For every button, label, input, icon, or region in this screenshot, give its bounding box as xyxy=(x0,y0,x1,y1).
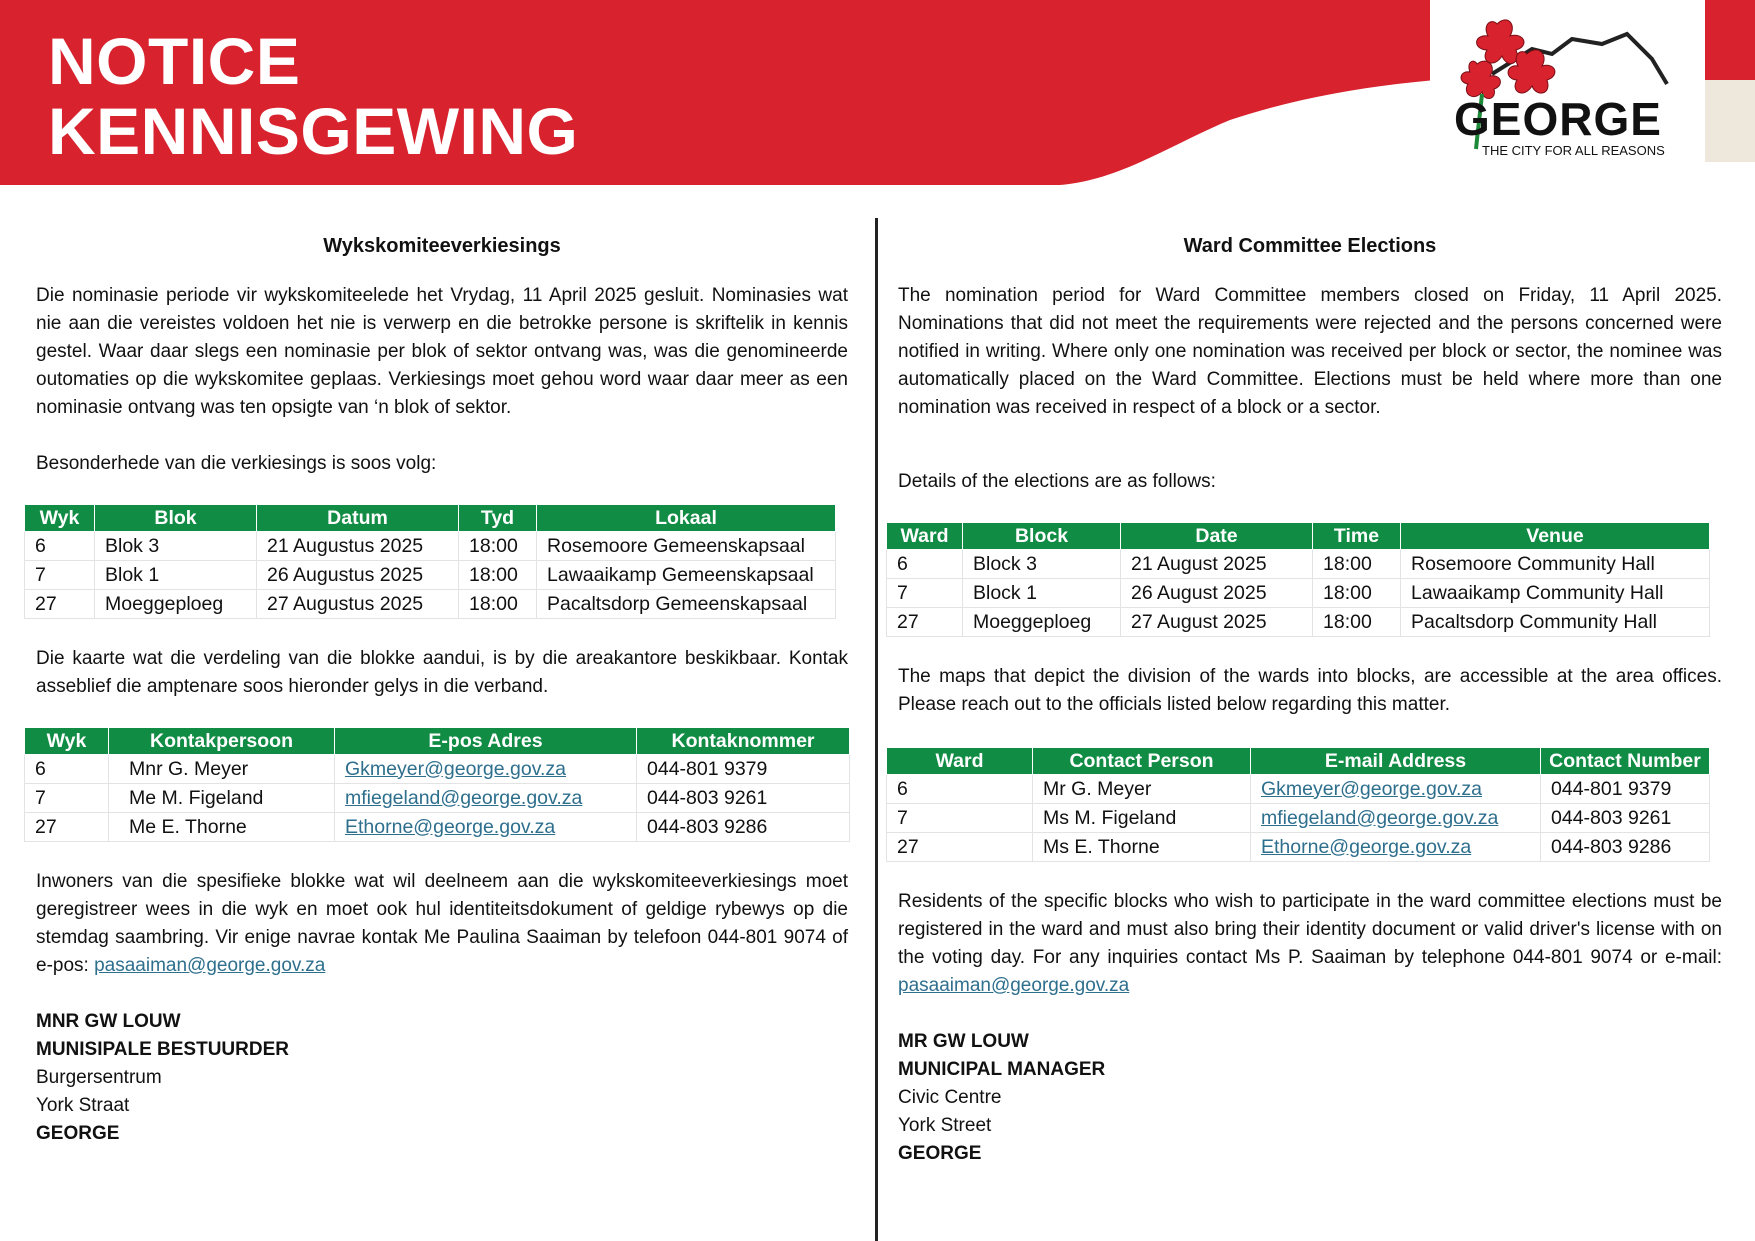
header-banner xyxy=(0,0,1755,185)
table-row xyxy=(887,550,1710,579)
table-cell xyxy=(335,813,637,842)
signatory-name: MNR GW LOUW xyxy=(36,1011,181,1032)
table-cell: 21 Augustus 2025 xyxy=(257,532,459,561)
table-cell: Rosemoore Community Hall xyxy=(1401,550,1710,579)
table-cell: 044-803 9286 xyxy=(1541,833,1710,862)
table-header: Tyd xyxy=(459,505,537,532)
english-contacts-table xyxy=(886,747,1710,862)
table-header: Ward xyxy=(887,748,1033,775)
english-column xyxy=(898,228,1722,1168)
table-row xyxy=(887,775,1710,804)
table-row xyxy=(887,608,1710,637)
table-cell: 27 August 2025 xyxy=(1121,608,1313,637)
table-row xyxy=(25,590,836,619)
table-cell: Block 3 xyxy=(963,550,1121,579)
signatory-name: MR GW LOUW xyxy=(898,1031,1029,1052)
signatory-position: MUNICIPAL MANAGER xyxy=(898,1059,1106,1080)
email-link[interactable]: Ethorne@george.gov.za xyxy=(1261,835,1472,858)
contact-email-link[interactable]: pasaaiman@george.gov.za xyxy=(94,955,326,976)
table-cell: 18:00 xyxy=(459,532,537,561)
english-residents-text xyxy=(898,888,1722,1000)
table-row xyxy=(887,804,1710,833)
table-cell: Mr G. Meyer xyxy=(1033,775,1251,804)
table-cell: 27 xyxy=(25,813,109,842)
table-cell: Rosemoore Gemeenskapsaal xyxy=(537,532,836,561)
table-cell: Pacaltsdorp Gemeenskapsaal xyxy=(537,590,836,619)
table-cell: 7 xyxy=(25,784,109,813)
table-header: Contact Number xyxy=(1541,748,1710,775)
table-cell: Block 1 xyxy=(963,579,1121,608)
table-cell: Ms M. Figeland xyxy=(1033,804,1251,833)
address-line: York Street xyxy=(898,1115,992,1136)
address-line: Civic Centre xyxy=(898,1087,1002,1108)
table-header: Block xyxy=(963,523,1121,550)
table-header: Wyk xyxy=(25,505,95,532)
title-line-afrikaans: KENNISGEWING xyxy=(48,94,579,168)
table-cell: 27 xyxy=(887,608,963,637)
english-details-intro: Details of the elections are as follows: xyxy=(898,471,1216,492)
table-cell: Lawaaikamp Gemeenskapsaal xyxy=(537,561,836,590)
table-header: E-mail Address xyxy=(1251,748,1541,775)
table-cell: 26 Augustus 2025 xyxy=(257,561,459,590)
logo-wordmark: GEORGE xyxy=(1454,93,1662,145)
title-line-english: NOTICE xyxy=(48,24,301,98)
afrikaans-heading: Wykskomiteeverkiesings xyxy=(323,235,561,257)
table-row xyxy=(25,813,850,842)
table-cell: Blok 1 xyxy=(95,561,257,590)
table-cell: 6 xyxy=(25,755,109,784)
english-signature xyxy=(898,1028,1722,1168)
table-header: E-pos Adres xyxy=(335,728,637,755)
afrikaans-intro: Die nominasie periode vir wykskomiteelede het Vrydag, 11 April 2025 gesluit. Nominasies wat nie aan die vereistes voldoen het nie is verwerp en die betrokke persone is skriftelik in kennis gestel. Waar daar slegs een nominasie per blok of sektor ontvang was, was die genomineerde outomaties op die wykskomitee geplaas. Verkiesings moet gehou word waar daar meer as een nominasie ontvang was ten opsigte van ‘n blok of sektor. xyxy=(36,285,848,418)
afrikaans-contacts-table xyxy=(24,727,850,842)
afrikaans-elections-table xyxy=(24,504,836,619)
table-row xyxy=(25,561,836,590)
email-link[interactable]: Gkmeyer@george.gov.za xyxy=(1261,777,1483,800)
table-cell: 044-803 9261 xyxy=(1541,804,1710,833)
table-cell: Moeggeploeg xyxy=(963,608,1121,637)
table-cell: 6 xyxy=(887,775,1033,804)
logo-tagline: THE CITY FOR ALL REASONS xyxy=(1482,143,1665,158)
table-cell: Blok 3 xyxy=(95,532,257,561)
afrikaans-column xyxy=(36,228,848,1148)
english-maps-text: The maps that depict the division of the wards into blocks, are accessible at the area offices. Please reach out to the officials listed below regarding this matter. xyxy=(898,666,1722,715)
table-cell: 044-801 9379 xyxy=(1541,775,1710,804)
table-cell: 044-801 9379 xyxy=(637,755,850,784)
english-elections-table xyxy=(886,522,1710,637)
afrikaans-signature xyxy=(36,1008,848,1148)
table-cell: Me M. Figeland xyxy=(109,784,335,813)
table-header: Kontaknommer xyxy=(637,728,850,755)
table-cell: 18:00 xyxy=(459,590,537,619)
table-cell: Me E. Thorne xyxy=(109,813,335,842)
afrikaans-residents-text xyxy=(36,868,848,980)
table-cell xyxy=(335,784,637,813)
column-divider xyxy=(875,218,878,1241)
english-heading: Ward Committee Elections xyxy=(1183,235,1437,257)
signatory-position: MUNISIPALE BESTUURDER xyxy=(36,1039,289,1060)
table-row xyxy=(25,755,850,784)
table-cell: Pacaltsdorp Community Hall xyxy=(1401,608,1710,637)
english-intro: The nomination period for Ward Committee members closed on Friday, 11 April 2025. Nominations that did not meet the requirements were rejected and the persons concerned were notified in writing. Where only one nomination was received per block or sector, the nominee was automatically placed on the Ward Committee. Elections must be held where more than one nomination was received in respect of a block or a sector. xyxy=(898,285,1722,418)
residents-text: Inwoners van die spesifieke blokke wat wil deelneem aan die wykskomiteeverkiesings moet geregistreer wees in die wyk en moet ook hul identiteitsdokument of geldige rybewys op die stemdag saambring. Vir enige navrae kontak Me Paulina Saaiman by telefoon 044-801 9074 of e-pos: xyxy=(36,871,848,976)
email-link[interactable]: mfiegeland@george.gov.za xyxy=(1261,806,1499,829)
table-cell: 18:00 xyxy=(1313,579,1401,608)
table-cell: 6 xyxy=(887,550,963,579)
table-cell: 044-803 9261 xyxy=(637,784,850,813)
table-cell: Ms E. Thorne xyxy=(1033,833,1251,862)
table-cell: Moeggeploeg xyxy=(95,590,257,619)
table-header: Time xyxy=(1313,523,1401,550)
table-cell: 27 Augustus 2025 xyxy=(257,590,459,619)
table-header: Date xyxy=(1121,523,1313,550)
table-header: Ward xyxy=(887,523,963,550)
table-cell xyxy=(1251,833,1541,862)
table-cell: 7 xyxy=(887,804,1033,833)
table-row xyxy=(887,833,1710,862)
table-cell: 27 xyxy=(25,590,95,619)
table-cell: 044-803 9286 xyxy=(637,813,850,842)
address-line: Burgersentrum xyxy=(36,1067,162,1088)
table-header: Wyk xyxy=(25,728,109,755)
table-cell: 18:00 xyxy=(1313,608,1401,637)
table-header: Venue xyxy=(1401,523,1710,550)
table-cell: Lawaaikamp Community Hall xyxy=(1401,579,1710,608)
table-header: Contact Person xyxy=(1033,748,1251,775)
address-city: GEORGE xyxy=(898,1143,982,1164)
table-header: Datum xyxy=(257,505,459,532)
table-header: Blok xyxy=(95,505,257,532)
table-cell: 7 xyxy=(25,561,95,590)
address-city: GEORGE xyxy=(36,1123,120,1144)
table-row xyxy=(25,532,836,561)
table-cell: 27 xyxy=(887,833,1033,862)
table-cell: 18:00 xyxy=(459,561,537,590)
email-link[interactable]: Gkmeyer@george.gov.za xyxy=(345,757,567,780)
george-logo xyxy=(1452,14,1692,164)
table-cell xyxy=(1251,804,1541,833)
table-header: Lokaal xyxy=(537,505,836,532)
table-row xyxy=(887,579,1710,608)
table-cell: 7 xyxy=(887,579,963,608)
notice-title xyxy=(48,26,578,166)
email-link[interactable]: Ethorne@george.gov.za xyxy=(345,815,556,838)
table-cell: 18:00 xyxy=(1313,550,1401,579)
email-link[interactable]: mfiegeland@george.gov.za xyxy=(345,786,583,809)
table-cell: 26 August 2025 xyxy=(1121,579,1313,608)
residents-text: Residents of the specific blocks who wish to participate in the ward committee elections must be registered in the ward and must also bring their identity document or valid driver's license with on the voting day. For any inquiries contact Ms P. Saaiman by telephone 044-801 9074 or e-mail: xyxy=(898,891,1722,968)
afrikaans-maps-text: Die kaarte wat die verdeling van die blokke aandui, is by die areakantore beskikbaar. Kontak asseblief die amptenare soos hieronder gelys in die verband. xyxy=(36,648,848,697)
table-cell xyxy=(1251,775,1541,804)
address-line: York Straat xyxy=(36,1095,130,1116)
table-row xyxy=(25,784,850,813)
contact-email-link[interactable]: pasaaiman@george.gov.za xyxy=(898,975,1130,996)
table-cell: 6 xyxy=(25,532,95,561)
table-header: Kontakpersoon xyxy=(109,728,335,755)
table-cell xyxy=(335,755,637,784)
afrikaans-details-intro: Besonderhede van die verkiesings is soos volg: xyxy=(36,453,437,474)
table-cell: 21 August 2025 xyxy=(1121,550,1313,579)
table-cell: Mnr G. Meyer xyxy=(109,755,335,784)
